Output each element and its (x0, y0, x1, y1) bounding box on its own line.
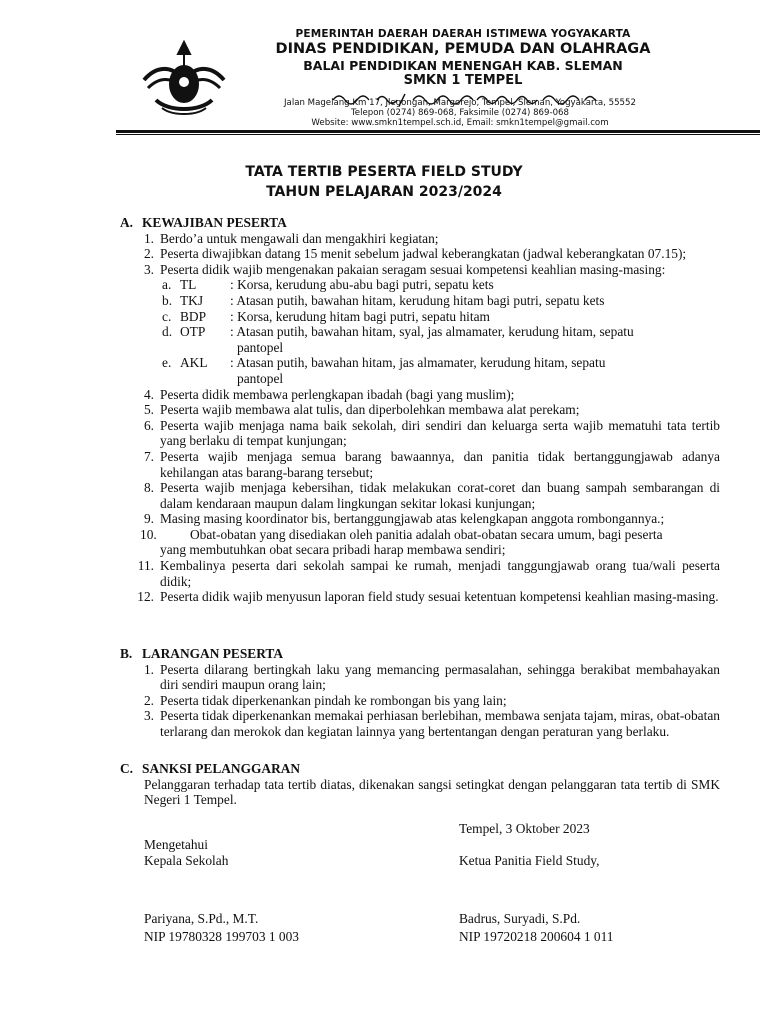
program-code: BDP (180, 308, 207, 324)
uniform-desc-cont: pantopel (237, 339, 284, 355)
item-text: Peserta didik wajib mengenakan pakaian seragam sesuai kompetensi keahlian masing-masing: (160, 261, 666, 277)
uniform-item (120, 309, 720, 325)
section-sanksi (120, 761, 720, 808)
document-subtitle: TAHUN PELAJARAN 2023/2024 (266, 184, 502, 200)
principal-name: Pariyana, S.Pd., M.T. (144, 911, 259, 926)
section-letter: C. (120, 761, 134, 776)
sub-letter: b. (162, 292, 173, 308)
letterhead-address: Jalan Magelang Km 17, Jlegongan, Margorejo, Tempel, Sleman, Yogyakarta, 55552 (284, 98, 636, 108)
sub-letter: a. (162, 277, 172, 293)
list-item (120, 662, 720, 693)
item-number: 3. (143, 261, 154, 277)
letterhead-divider-thin (116, 134, 760, 135)
letterhead-agency: DINAS PENDIDIKAN, PEMUDA DAN OLAHRAGA (275, 41, 651, 57)
item-text: Peserta diwajibkan datang 15 menit sebelum jadwal keberangkatan (jadwal keberangkatan 07.15); (160, 246, 687, 262)
list-item (120, 449, 720, 480)
letterhead-phone: Telepon (0274) 869-068, Faksimile (0274) 869-068 (351, 108, 569, 118)
letterhead-website: Website: www.smkn1tempel.sch.id, Email: smkn1tempel@gmail.com (311, 118, 609, 128)
program-code: OTP (180, 324, 206, 340)
uniform-item (120, 277, 720, 293)
item-number: 9. (143, 511, 154, 527)
uniform-desc: : Korsa, kerudung hitam bagi putri, sepatu hitam (230, 308, 490, 324)
item-number: 5. (143, 402, 154, 418)
item-number: 4. (143, 386, 154, 402)
list-item (120, 246, 720, 262)
uniform-item (120, 355, 720, 386)
program-code: AKL (180, 355, 208, 371)
program-code: TL (180, 277, 197, 293)
acknowledged-label: Mengetahui (144, 837, 208, 852)
letterhead-school: SMKN 1 TEMPEL (403, 73, 523, 88)
uniform-item (120, 324, 720, 355)
uniform-item (120, 293, 720, 309)
list-item (120, 511, 720, 527)
uniform-desc-cont: pantopel (237, 370, 284, 386)
list-item (120, 418, 720, 449)
list-item (120, 231, 720, 247)
section-title: LARANGAN PESERTA (142, 646, 284, 661)
item-number: 2. (143, 246, 154, 262)
item-text-cont: yang membutuhkan obat secara pribadi harap membawa sendiri; (160, 542, 506, 558)
sanction-text: Pelanggaran terhadap tata tertib diatas, dikenakan sangsi setingkat dengan pelanggaran tata tertib di SMK Negeri 1 Tempel. (144, 776, 720, 808)
item-number: 12. (137, 589, 154, 605)
item-number: 10. (140, 526, 157, 542)
section-heading (120, 215, 720, 231)
uniform-desc: : Atasan putih, bawahan hitam, jas almamater, kerudung hitam, sepatu (230, 355, 606, 371)
principal-title: Kepala Sekolah (144, 853, 229, 868)
letterhead-government: PEMERINTAH DAERAH DAERAH ISTIMEWA YOGYAKARTA (295, 28, 631, 40)
item-text: Peserta didik wajib menyusun laporan field study sesuai ketentuan kompetensi keahlian masing-masing. (160, 589, 719, 605)
item-text: Peserta tidak diperkenankan memakai perhiasan berlebihan, membawa senjata tajam, miras, obat-obatan terlarang dan merokok dan kegiatan lainnya yang bertentangan dengan peraturan yang berlaku. (160, 708, 720, 739)
letterhead-office: BALAI PENDIDIKAN MENENGAH KAB. SLEMAN (303, 58, 623, 73)
item-text: Peserta didik membawa perlengkapan ibadah (bagi yang muslim); (160, 386, 515, 402)
item-number: 11. (137, 558, 154, 574)
item-text: Masing masing koordinator bis, bertanggungjawab atas kelengkapan anggota rombongannya.; (160, 511, 665, 527)
item-text: Obat-obatan yang disediakan oleh panitia adalah obat-obatan secara umum, bagi peserta (190, 526, 663, 542)
item-text: Peserta wajib menjaga kebersihan, tidak melakukan corat-coret dan buang sampah sembarangan di dalam kendaraan maupun dalam lingkungan sekitar lokasi kunjungan; (160, 480, 720, 511)
uniform-desc: : Atasan putih, bawahan hitam, syal, jas almamater, kerudung hitam, sepatu (230, 324, 634, 340)
item-text: Peserta wajib menjaga semua barang bawaannya, dan panitia tidak bertanggungjawab adanya kehilangan atas barang-barang tersebut; (160, 448, 720, 480)
letterhead-contact (240, 98, 680, 128)
item-number: 7. (143, 448, 154, 464)
government-seal-icon (136, 36, 232, 120)
section-heading (120, 761, 720, 777)
section-title: KEWAJIBAN PESERTA (142, 215, 287, 230)
list-item (120, 693, 720, 709)
place-date: Tempel, 3 Oktober 2023 (459, 821, 590, 836)
item-text: Peserta dilarang bertingkah laku yang memancing permasalahan, sehingga berakibat membahayakan diri sendiri maupun orang lain; (160, 661, 720, 693)
committee-chair-title: Ketua Panitia Field Study, (459, 853, 600, 868)
chair-nip: NIP 19720218 200604 1 011 (459, 929, 614, 944)
uniform-desc: : Korsa, kerudung abu-abu bagi putri, sepatu kets (230, 277, 494, 293)
item-number: 2. (143, 692, 154, 708)
principal-nip: NIP 19780328 199703 1 003 (144, 929, 299, 944)
program-code: TKJ (180, 292, 204, 308)
section-heading (120, 646, 720, 662)
list-item (120, 387, 720, 403)
item-number: 8. (143, 480, 154, 496)
list-item (120, 558, 720, 589)
sub-letter: c. (162, 308, 172, 324)
list-item (120, 589, 720, 605)
section-title: SANKSI PELANGGARAN (142, 761, 301, 776)
list-item (120, 262, 720, 278)
section-letter: A. (120, 215, 134, 230)
item-number: 6. (143, 417, 154, 433)
list-item (120, 480, 720, 511)
chair-name: Badrus, Suryadi, S.Pd. (459, 911, 581, 926)
document-title: TATA TERTIB PESERTA FIELD STUDY (245, 164, 523, 180)
item-text: Peserta wajib menjaga nama baik sekolah, diri sendiri dan keluarga serta wajib mematuhi tata tertib yang berlaku di tempat kunjungan; (160, 417, 720, 449)
section-kewajiban (120, 215, 720, 605)
item-text: Berdo’a untuk mengawali dan mengakhiri kegiatan; (160, 230, 439, 246)
item-number: 1. (143, 661, 154, 677)
section-larangan (120, 646, 720, 740)
item-text: Peserta tidak diperkenankan pindah ke rombongan bis yang lain; (160, 692, 507, 708)
letterhead (128, 28, 688, 130)
uniform-desc: : Atasan putih, bawahan hitam, kerudung hitam bagi putri, sepatu kets (230, 292, 605, 308)
list-item (120, 527, 720, 558)
sub-letter: d. (162, 324, 173, 340)
item-number: 3. (143, 708, 154, 724)
item-text: Peserta wajib membawa alat tulis, dan diperbolehkan membawa alat perekam; (160, 402, 580, 418)
item-text: Kembalinya peserta dari sekolah sampai ke rumah, menjadi tanggungjawab orang tua/wali peserta didik; (160, 558, 720, 589)
sub-letter: e. (162, 355, 172, 371)
item-number: 1. (143, 230, 154, 246)
list-item (120, 708, 720, 739)
letterhead-divider (116, 130, 760, 133)
section-letter: B. (120, 646, 133, 661)
list-item (120, 402, 720, 418)
